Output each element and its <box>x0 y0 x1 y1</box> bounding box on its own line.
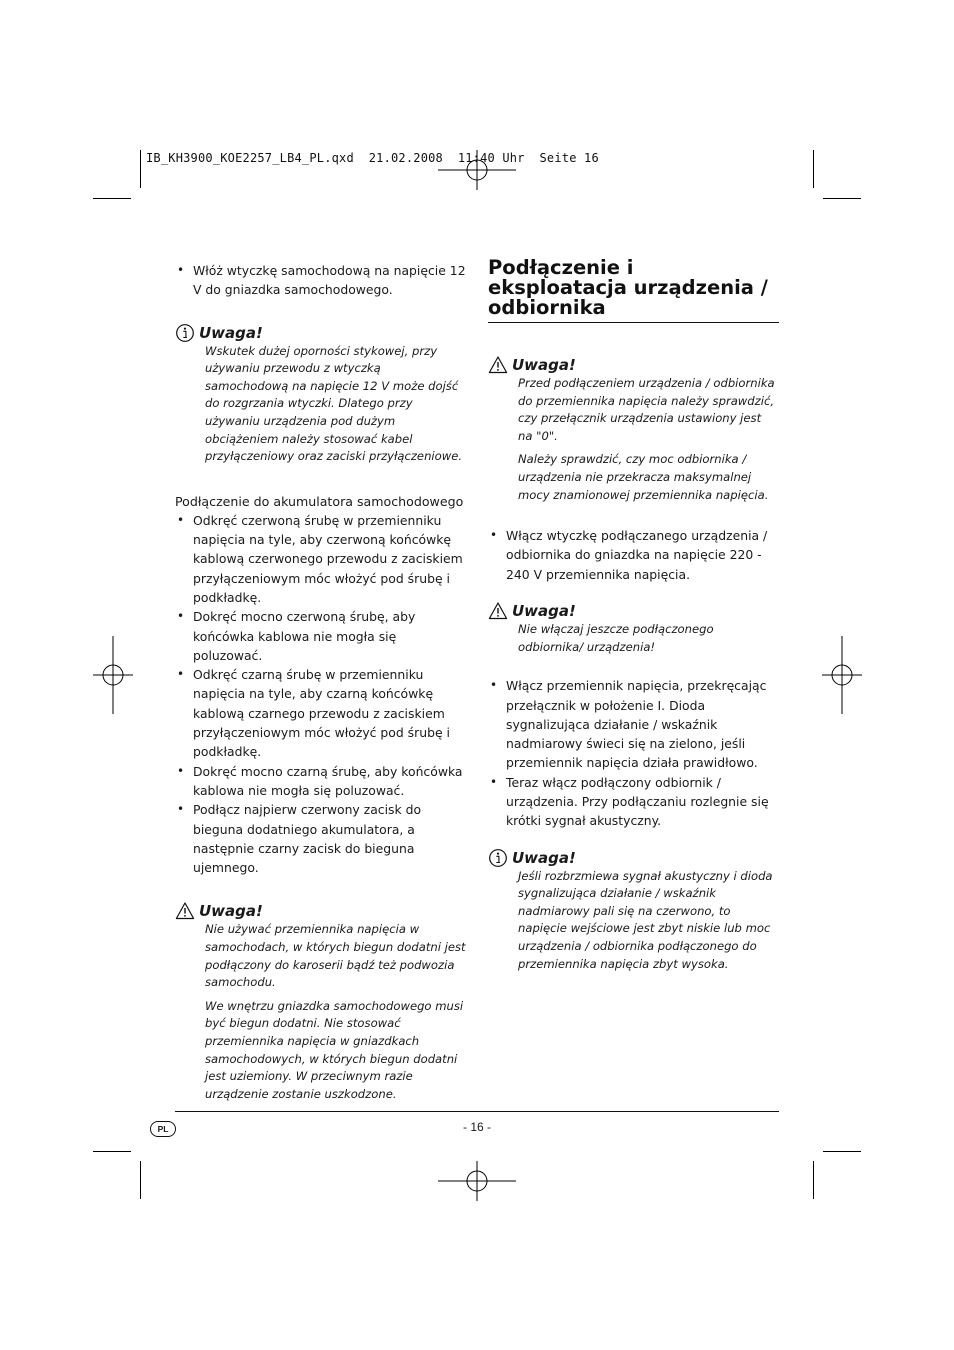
note-heading <box>175 323 467 343</box>
info-icon <box>175 323 195 343</box>
note-text <box>488 621 779 656</box>
info-icon <box>488 848 508 868</box>
list-item: • Włącz wtyczkę podłączanego urządzenia / odbiornika do gniazdka na napięcie 220 - 240 V przemiennika napięcia. <box>488 526 779 584</box>
crop-mark <box>823 198 861 199</box>
note-heading <box>488 601 779 621</box>
section-subheading: Podłączenie do akumulatora samochodowego <box>175 493 464 509</box>
connect-bullet-list <box>488 526 779 584</box>
note-title: Uwaga! <box>512 848 576 867</box>
note-title: Uwaga! <box>512 356 576 374</box>
note-paragraph: We wnętrzu gniazdka samochodowego musi być biegun dodatni. Nie stosować przemiennika napięcia w gniazdkach samochodowych, w których biegun dodatni jest uziemiony. W przeciwnym razie urządzenie zostanie uszkodzone. <box>205 998 464 1101</box>
crop-mark <box>813 150 814 188</box>
list-item: • Teraz włącz podłączony odbiornik / urządzenia. Przy podłączaniu rozlegnie się krótki sygnał akustyczny. <box>488 773 779 831</box>
print-slug: IB_KH3900_KOE2257_LB4_PL.qxd 21.02.2008 11:40 Uhr Seite 16 <box>146 151 599 165</box>
note-block <box>175 901 467 1103</box>
note-block <box>175 323 467 466</box>
language-badge: PL <box>150 1121 176 1137</box>
left-column <box>175 261 467 1109</box>
intro-bullet-list <box>175 261 467 300</box>
note-paragraph: Przed podłączeniem urządzenia / odbiornika do przemiennika napięcia należy sprawdzić, czy przełącznik urządzenia ustawiony jest na "0". <box>518 376 775 443</box>
warning-icon <box>488 355 508 375</box>
list-item: • Dokręć mocno czarną śrubę, aby końcówka kablowa nie mogła się poluzować. <box>175 762 467 801</box>
note-paragraph: Nie używać przemiennika napięcia w samochodach, w których biegun dodatni jest podłączony do karoserii bądź też podwozia samochodu. <box>205 922 466 990</box>
list-item: • Odkręć czerwoną śrubę w przemienniku napięcia na tyle, aby czerwoną końcówkę kablową czerwonego przewodu z zaciskiem przyłączeniowym móc włożyć pod śrubę i podkładkę. <box>175 511 467 607</box>
list-item: • Podłącz najpierw czerwony zacisk do bieguna dodatniego akumulatora, a następnie czarny zacisk do bieguna ujemnego. <box>175 800 467 877</box>
registration-mark-left <box>93 636 133 714</box>
note-paragraph: Jeśli rozbrzmiewa sygnał akustyczny i dioda sygnalizująca działanie / wskaźnik nadmiarowy pali się na czerwono, to napięcie wejściowe jest zbyt niskie lub moc urządzenia / odbiornika podłączonego do przemiennika napięcia zbyt wysoka. <box>518 868 773 971</box>
note-heading <box>175 901 467 921</box>
warning-icon <box>488 601 508 621</box>
note-paragraph: Należy sprawdzić, czy moc odbiornika / urządzenia nie przekracza maksymalnej mocy znamionowej przemiennika napięcia. <box>518 452 769 502</box>
note-title: Uwaga! <box>199 323 263 342</box>
registration-mark-right <box>822 636 862 714</box>
registration-mark-bottom <box>438 1161 516 1201</box>
section-title: Podłączenie i eksploatacja urządzenia / odbiornika <box>488 258 779 323</box>
footer-rule <box>175 1111 779 1112</box>
note-text <box>175 343 467 466</box>
page-number: - 16 - <box>462 1120 491 1134</box>
crop-mark <box>140 1161 141 1199</box>
list-item: • Dokręć mocno czerwoną śrubę, aby końcówka kablowa nie mogła się poluzować. <box>175 607 467 665</box>
crop-mark <box>140 150 141 188</box>
note-block <box>488 355 779 504</box>
note-text <box>175 921 467 1103</box>
note-paragraph: Nie włączaj jeszcze podłączonego odbiornika/ urządzenia! <box>518 622 714 654</box>
note-block <box>488 848 779 974</box>
note-paragraph: Wskutek dużej oporności stykowej, przy używaniu przewodu z wtyczką samochodową na napięcie 12 V może dojść do rozgrzania wtyczki. Dlatego przy używaniu urządzenia pod dużym obciążeniem należy stosować kabel przyłączeniowy oraz zaciski przyłączeniowe. <box>205 343 463 464</box>
note-title: Uwaga! <box>512 602 576 621</box>
list-item: • Włącz przemiennik napięcia, przekręcając przełącznik w położenie I. Dioda sygnalizująca działanie / wskaźnik nadmiarowy świeci się na zielono, jeśli przemiennik napięcia działa prawidłowo. <box>488 676 779 772</box>
crop-mark <box>823 1151 861 1152</box>
note-title: Uwaga! <box>199 902 263 921</box>
crop-mark <box>93 198 131 199</box>
note-text <box>488 375 779 504</box>
battery-bullet-list <box>175 511 467 878</box>
operation-bullet-list <box>488 676 779 830</box>
right-column <box>488 258 779 979</box>
list-item: • Odkręć czarną śrubę w przemienniku napięcia na tyle, aby czarną końcówkę kablową czarnego przewodu z zaciskiem przyłączeniowym móc włożyć pod śrubę i podkładkę. <box>175 665 467 761</box>
note-block <box>488 601 779 656</box>
warning-icon <box>175 901 195 921</box>
note-heading <box>488 355 779 375</box>
note-text <box>488 868 779 974</box>
crop-mark <box>813 1161 814 1199</box>
note-heading <box>488 848 779 868</box>
list-item: • Włóż wtyczkę samochodową na napięcie 12 V do gniazdka samochodowego. <box>175 261 467 300</box>
crop-mark <box>93 1151 131 1152</box>
